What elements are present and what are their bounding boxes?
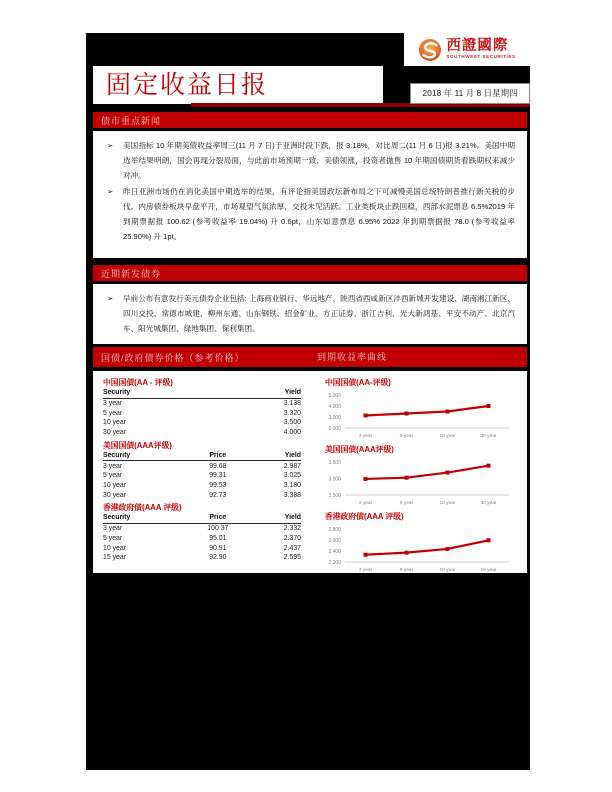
- bullet-text: 昨日亚洲市场仍在消化美国中期选举的结果，有评论指美国政坛新布局之下可减慢美国总统特朗普推行新关税的步伐。内房债券板块早盘平开，市场观望气氛浓厚，交投未见活跃。工业类板块止跌回稳，西部水泥票息 6.5%2019 年到期票据报 100.62 (参考收益率 19.04%) 升 0.6pt，山东如意票息 6.95% 2022 年到期票据报 78.0 (参考收益率 25.90%) 升 1pt。: [123, 186, 515, 242]
- svg-text:5 year: 5 year: [399, 434, 414, 439]
- svg-text:2.800: 2.800: [328, 526, 341, 533]
- brand-name-en: SOUTHWEST SECURITIES: [446, 54, 516, 59]
- report-document: [86, 33, 530, 770]
- security-cell: 10 year: [103, 482, 126, 490]
- svg-text:10 year: 10 year: [439, 501, 456, 506]
- bond-table: [103, 502, 303, 563]
- value-cell: 4.000: [283, 429, 301, 437]
- value-cell: 95.01: [209, 534, 227, 542]
- value-cell: 100.37: [207, 525, 229, 533]
- chart-plot: [313, 455, 517, 509]
- table-row: [103, 471, 301, 481]
- chart-title: 香港政府债(AAA 评级): [325, 512, 404, 521]
- value-cell: 3.320: [283, 409, 301, 417]
- security-cell: 5 year: [103, 534, 123, 542]
- svg-text:2.400: 2.400: [328, 548, 341, 555]
- column-header: Security: [103, 388, 222, 398]
- svg-text:4.000: 4.000: [328, 403, 341, 410]
- svg-text:2.600: 2.600: [328, 537, 341, 544]
- report-title: 固定收益日报: [106, 72, 269, 99]
- section-header-new-bonds-label: 近期新发债券: [101, 269, 162, 279]
- value-cell: 3.180: [283, 482, 301, 490]
- bond-table-title: 美国国债(AAA评级): [103, 440, 172, 450]
- yield-curve-chart: [313, 511, 523, 576]
- bond-price-table: [103, 451, 301, 501]
- chart-plot: [313, 388, 517, 442]
- security-cell: 3 year: [103, 399, 123, 407]
- column-header: Yield: [246, 451, 301, 461]
- yield-curve-chart: [313, 377, 523, 442]
- table-row: [103, 553, 301, 563]
- value-cell: 99.31: [209, 472, 227, 480]
- yield-curve-charts: [311, 371, 527, 573]
- svg-text:30 year: 30 year: [480, 501, 497, 506]
- svg-text:15 year: 15 year: [480, 568, 497, 573]
- column-header: Price: [190, 451, 245, 461]
- svg-text:3 year: 3 year: [358, 434, 373, 439]
- svg-text:3.500: 3.500: [328, 459, 341, 466]
- chart-title: 中国国债(AA-评级): [325, 378, 391, 387]
- bond-table-title: 香港政府债(AAA 评级): [103, 503, 182, 513]
- bond-tables: [93, 371, 311, 573]
- value-cell: 92.73: [209, 491, 227, 499]
- security-cell: 3 year: [103, 462, 123, 470]
- svg-text:2.500: 2.500: [328, 492, 341, 499]
- column-header: Yield: [222, 388, 301, 398]
- table-header-row: [103, 513, 301, 523]
- bullet-arrow-icon: ➢: [107, 141, 114, 150]
- svg-text:5 year: 5 year: [399, 568, 414, 573]
- security-cell: 10 year: [103, 419, 126, 427]
- bullet-item: [107, 138, 515, 184]
- section-header-yield-curve-label: 到期收益率曲线: [317, 352, 388, 362]
- table-row: [103, 481, 301, 491]
- bond-table-title: 中国国债(AA - 评级): [103, 378, 173, 387]
- security-cell: 30 year: [103, 491, 126, 499]
- svg-text:3 year: 3 year: [358, 568, 373, 573]
- value-cell: 3.138: [283, 399, 301, 407]
- table-row: [103, 428, 301, 438]
- table-header-row: [103, 388, 301, 398]
- table-header-row: [103, 451, 301, 461]
- table-row: [103, 534, 301, 544]
- yield-curve-chart: [313, 444, 523, 509]
- svg-text:3.000: 3.000: [328, 476, 341, 483]
- value-cell: 2.332: [283, 525, 301, 533]
- table-row: [103, 408, 301, 418]
- prices-and-curves-section: [93, 371, 527, 573]
- southwest-securities-logo-icon: [418, 38, 442, 62]
- column-header: Yield: [246, 513, 301, 523]
- table-row: [103, 461, 301, 471]
- value-cell: 99.68: [209, 462, 227, 470]
- table-row: [103, 543, 301, 553]
- section-header-news-label: 债市重点新闻: [101, 116, 162, 126]
- chart-plot: [313, 522, 517, 576]
- security-cell: 15 year: [103, 554, 126, 562]
- svg-text:5 year: 5 year: [399, 501, 414, 506]
- svg-text:30 year: 30 year: [480, 434, 497, 439]
- svg-text:10 year: 10 year: [439, 434, 456, 439]
- value-cell: 3.500: [283, 419, 301, 427]
- bond-table: [103, 377, 303, 438]
- svg-text:5.000: 5.000: [328, 392, 341, 399]
- svg-text:10 year: 10 year: [439, 568, 456, 573]
- value-cell: 2.370: [283, 534, 301, 542]
- value-cell: 2.437: [283, 544, 301, 552]
- security-cell: 3 year: [103, 525, 123, 533]
- value-cell: 3.025: [283, 472, 301, 480]
- value-cell: 90.91: [209, 544, 227, 552]
- report-date: 2018 年 11 月 8 日星期四: [410, 83, 530, 104]
- bullet-item: [107, 184, 515, 245]
- new-bonds-section: [93, 284, 527, 344]
- logo-text: [446, 39, 515, 60]
- svg-text:2.000: 2.000: [328, 425, 341, 432]
- bullet-text: 早前公布有意发行美元债券企业包括: 上海商业银行、华远地产、陕西省西咸新区沣西新城开发建设、湖南湘江新区、四川交投、常德市城建、柳州东通、山东钢铁、招金矿业、方正证券、浙江吉利、光大新鸿基、平安不动产、北京汽车、阳光城集团、绿地集团、保利集团。: [123, 294, 515, 334]
- value-cell: 3.388: [283, 491, 301, 499]
- table-row: [103, 523, 301, 533]
- value-cell: 2.595: [283, 554, 301, 562]
- table-row: [103, 418, 301, 428]
- svg-text:2.200: 2.200: [328, 559, 341, 566]
- section-header-prices: [93, 347, 527, 367]
- news-section: [93, 131, 527, 258]
- security-cell: 30 year: [103, 429, 126, 437]
- bond-price-table: [103, 388, 301, 438]
- table-row: [103, 490, 301, 500]
- company-logo: [404, 33, 530, 66]
- svg-text:3.000: 3.000: [328, 414, 341, 421]
- brand-name-cn: 西證國際: [446, 38, 509, 54]
- security-cell: 10 year: [103, 544, 126, 552]
- bond-price-table: [103, 513, 301, 563]
- section-header-news: [93, 112, 527, 128]
- section-header-prices-left-label: 国债/政府债券价格（参考价格）: [101, 353, 245, 363]
- chart-title: 美国国债(AAA评级): [325, 445, 394, 454]
- bullet-text: 美国指标 10 年期美债收益率周三(11 月 7 日)于亚洲时段下跌，报 3.18%，对比周二(11 月 6 日)报 3.21%。美国中期选举结果明朗，国会再现分裂局面，与此前市场预期一致，美债领涨，投资者抛售 10 年期国债期货看跌期权来减少对冲。: [123, 141, 515, 181]
- security-cell: 5 year: [103, 472, 123, 480]
- column-header: Price: [190, 513, 245, 523]
- report-title-box: [93, 66, 383, 104]
- table-row: [103, 398, 301, 408]
- value-cell: 2.987: [283, 462, 301, 470]
- value-cell: 99.53: [209, 482, 227, 490]
- bullet-arrow-icon: ➢: [107, 294, 114, 303]
- section-header-new-bonds: [93, 265, 527, 281]
- column-header: Security: [103, 451, 190, 461]
- bullet-item: [107, 291, 515, 337]
- column-header: Security: [103, 513, 190, 523]
- bond-table: [103, 440, 303, 501]
- value-cell: 92.90: [209, 554, 227, 562]
- security-cell: 5 year: [103, 409, 123, 417]
- svg-text:3 year: 3 year: [358, 501, 373, 506]
- bullet-arrow-icon: ➢: [107, 186, 114, 196]
